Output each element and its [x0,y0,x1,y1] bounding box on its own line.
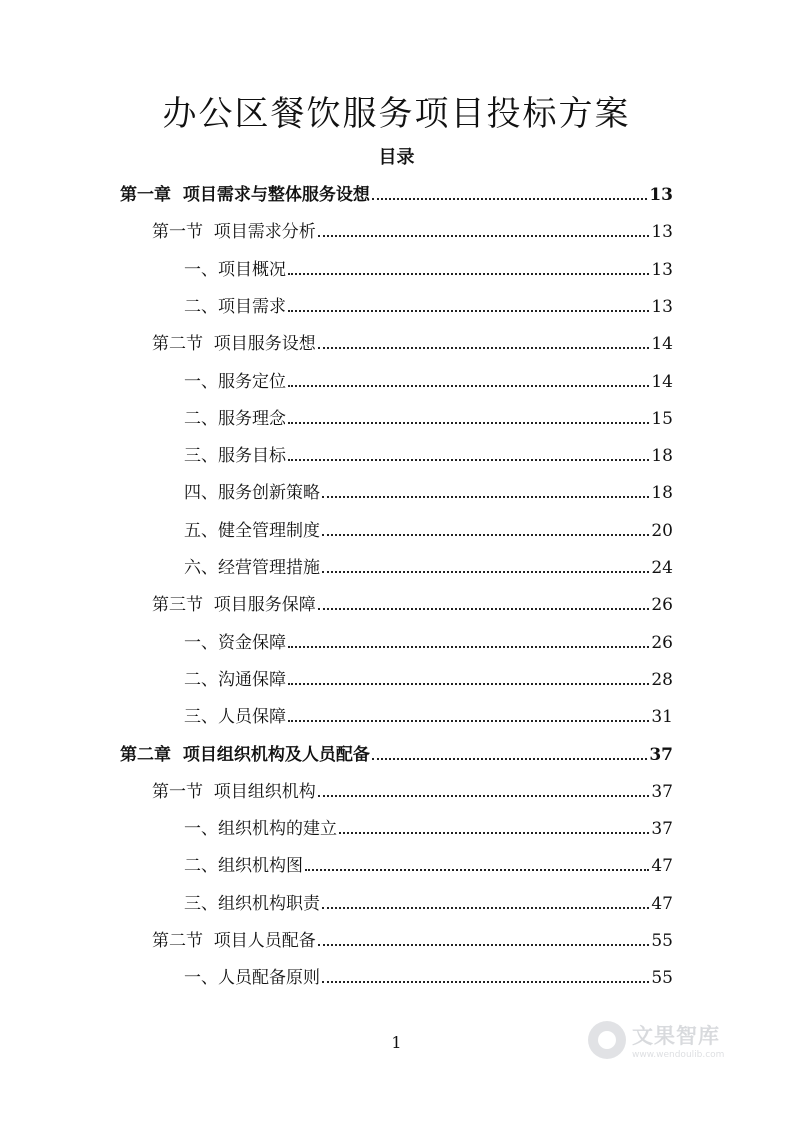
dot-leader [322,981,649,983]
toc-entry-item[interactable] [184,369,673,395]
toc-entry-page: 37 [649,744,673,765]
dot-leader [288,385,649,387]
toc-entry-page: 20 [651,520,673,541]
dot-leader [318,347,650,349]
toc-entry-page: 55 [651,931,673,951]
toc-entry-page: 37 [651,781,673,802]
toc-entry-label: 二、项目需求 [184,296,286,317]
toc-entry-page: 55 [651,968,673,989]
page-number: 1 [391,1033,402,1052]
toc-entry-label: 第二节 项目服务设想 [152,334,316,355]
toc-entry-item[interactable] [184,257,673,283]
dot-leader [305,869,649,871]
toc-entry-label: 第三节 项目服务保障 [152,595,316,616]
toc-entry-page: 13 [651,259,673,280]
toc-entry-label: 第一章 项目需求与整体服务设想 [120,185,370,205]
dot-leader [372,758,647,760]
dot-leader [318,944,650,946]
toc-entry-section[interactable] [152,779,673,805]
toc-entry-item[interactable] [184,294,673,320]
toc-entry-page: 24 [651,558,673,578]
toc-entry-page: 18 [651,446,673,467]
toc-entry-section[interactable] [152,592,673,618]
toc-entry-item[interactable] [184,443,673,469]
toc-entry-label: 一、服务定位 [184,371,286,392]
toc-entry-section[interactable] [152,219,673,245]
toc-entry-page: 47 [651,856,673,877]
dot-leader [318,235,650,237]
dot-leader [288,273,649,275]
toc-entry-page: 13 [651,222,673,243]
dot-leader [288,310,649,312]
toc-entry-label: 一、项目概况 [184,259,286,280]
toc-entry-item[interactable] [184,667,673,693]
toc-entry-item[interactable] [184,816,673,842]
toc-entry-item[interactable] [184,630,673,656]
toc-entry-chapter[interactable] [120,182,673,208]
toc-entry-item[interactable] [184,518,673,544]
toc-entry-item[interactable] [184,704,673,730]
dot-leader [322,534,649,536]
toc-entry-chapter[interactable] [120,742,673,768]
dot-leader [288,459,649,461]
document-title: 办公区餐饮服务项目投标方案 [162,94,631,134]
toc-entry-item[interactable] [184,853,673,879]
toc-entry-label: 六、经营管理措施 [184,558,320,578]
dot-leader [339,832,649,834]
dot-leader [288,646,649,648]
toc-entry-label: 第一节 项目需求分析 [152,222,316,243]
toc-heading: 目录 [378,147,415,168]
dot-leader [288,683,649,685]
toc-entry-section[interactable] [152,331,673,357]
dot-leader [372,198,647,200]
toc-entry-page: 37 [651,819,673,840]
toc-entry-label: 五、健全管理制度 [184,520,320,541]
toc-entry-label: 二、组织机构图 [184,856,303,877]
toc-entry-page: 14 [651,334,673,355]
toc-entry-label: 一、人员配备原则 [184,968,320,989]
toc-entry-page: 18 [651,483,673,504]
toc-entry-page: 47 [651,893,673,914]
toc-entry-item[interactable] [184,480,673,506]
dot-leader [318,795,650,797]
toc-entry-page: 26 [651,632,673,653]
toc-entry-label: 三、组织机构职责 [184,893,320,914]
toc-entry-page: 14 [651,371,673,392]
dot-leader [322,496,649,498]
toc-entry-label: 第二章 项目组织机构及人员配备 [120,744,370,765]
watermark-text [632,1020,724,1060]
toc-entry-label: 四、服务创新策略 [184,483,320,504]
watermark [588,1020,724,1060]
toc-entry-page: 26 [651,595,673,616]
toc-entry-label: 三、服务目标 [184,446,286,467]
toc-entry-page: 13 [649,185,673,205]
dot-leader [288,422,649,424]
dot-leader [322,571,649,573]
watermark-url: www.wendoulib.com [632,1050,725,1060]
toc-entry-label: 三、人员保障 [184,707,286,728]
toc-entry-page: 13 [651,296,673,317]
toc-entry-item[interactable] [184,891,673,917]
watermark-logo-icon [588,1021,626,1059]
toc-entry-label: 一、资金保障 [184,632,286,653]
toc-entry-label: 第一节 项目组织机构 [152,781,316,802]
toc-entry-page: 15 [651,408,673,429]
toc-entry-label: 第二节 项目人员配备 [152,931,316,951]
toc-entry-page: 31 [651,707,673,728]
toc-entry-item[interactable] [184,406,673,432]
toc-entry-page: 28 [651,669,673,690]
toc-entry-item[interactable] [184,965,673,991]
toc-entry-label: 一、组织机构的建立 [184,819,337,840]
toc-entry-item[interactable] [184,555,673,581]
dot-leader [322,907,649,909]
toc-entry-section[interactable] [152,928,673,954]
watermark-name: 文果智库 [632,1024,720,1048]
dot-leader [318,608,650,610]
dot-leader [288,720,649,722]
toc-entry-label: 二、服务理念 [184,408,286,429]
toc-entry-label: 二、沟通保障 [184,669,286,690]
